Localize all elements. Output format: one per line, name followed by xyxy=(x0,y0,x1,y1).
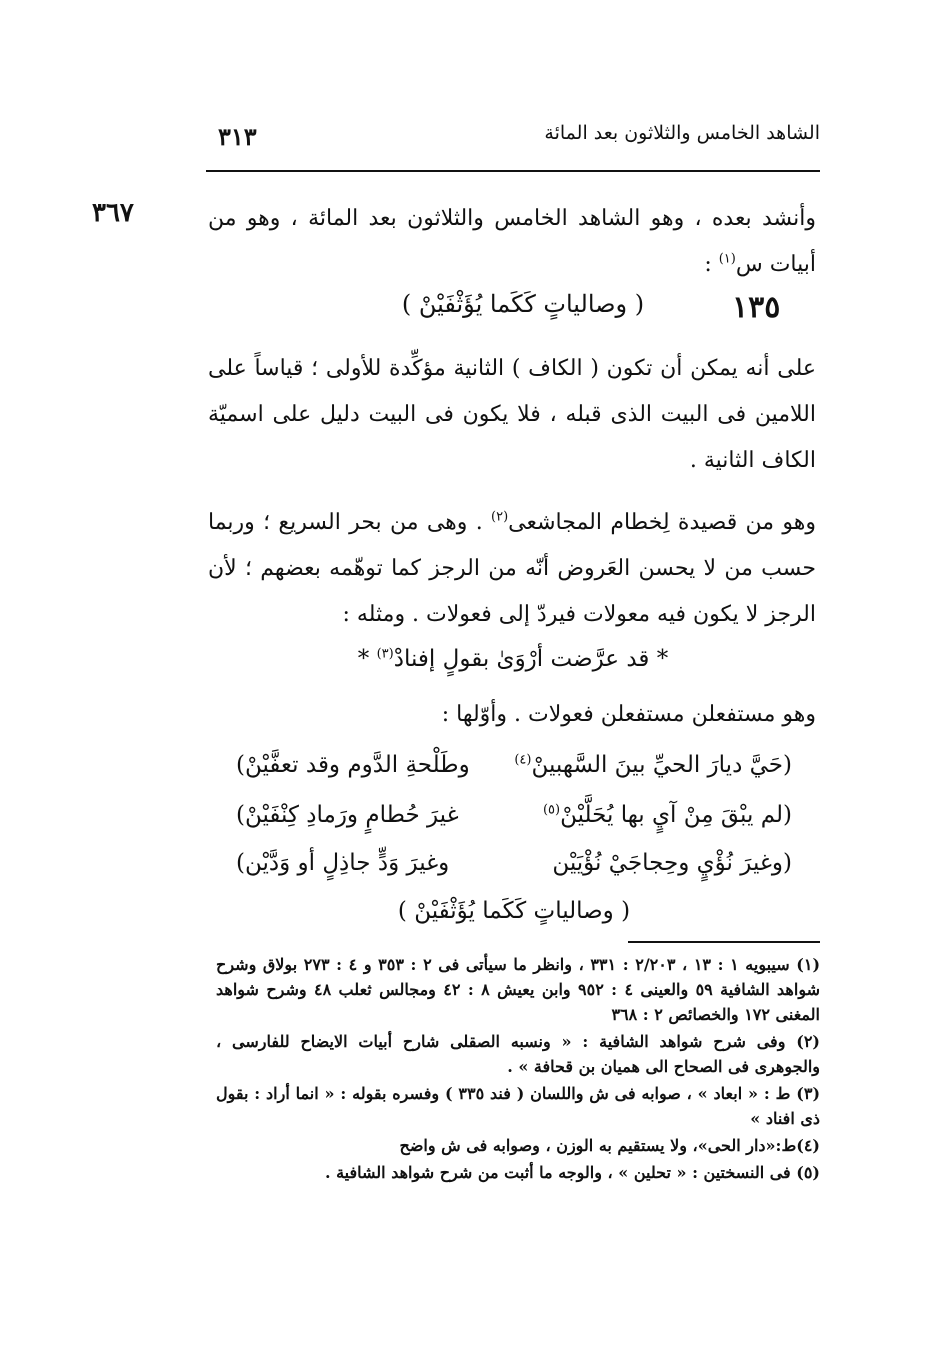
footnote-ref-4: (٤) xyxy=(514,752,532,768)
paragraph-meter-text: وهو من قصيدة لِخطام المجاشعى xyxy=(508,510,817,535)
footnote-ref-5: (٥) xyxy=(542,802,561,818)
footnote: (٥) فى النسختين : « تحلين » ، والوجه ما أثبت من شرح شواهد الشافية . xyxy=(324,1163,820,1182)
margin-entry-number: ٣٦٧ xyxy=(92,198,134,228)
first-hemistich xyxy=(543,802,792,828)
footnote-ref-3: (٣) xyxy=(376,646,394,662)
footnotes xyxy=(216,952,820,1187)
paragraph-meter xyxy=(208,500,816,638)
poem-verse xyxy=(236,752,792,796)
footnote-separator xyxy=(628,941,820,943)
footnote: (٣) ط : « ابعاد » ، صوابه فى ش واللسان ( فند ٣٣٥ ) وفسره بقوله : « انما أراد : بقول ذى افناد » xyxy=(216,1084,821,1128)
shahid-verse: ( وصالياتٍ كَكَما يُؤَثْفَيْنْ ) xyxy=(401,290,645,318)
footnote: (٢) وفى شرح شواهد الشافية : « ونسبه الصقلى شارح أبيات الايضاح للفارسى ، والجوهرى فى الصحاح الى هميان بن قحافة » . xyxy=(216,1032,820,1076)
poem-last-hemistich: ( وصالياتٍ كَكَما يُؤَثْفَيْنْ ) xyxy=(397,898,631,924)
poem-verse xyxy=(236,850,792,894)
page-number: ٣١٣ xyxy=(218,122,257,151)
hemistich-text: (حَيَّ ديارَ الحيِّ بينَ السَّهبينْ xyxy=(531,752,792,778)
paragraph-intro-end: : xyxy=(704,252,719,277)
paragraph-intro-text: وأنشد بعده ، وهو الشاهد الخامس والثلاثون بعد المائة ، وهو من أبيات س xyxy=(208,206,816,277)
verse-fragment-end: * xyxy=(357,646,377,672)
verse-fragment xyxy=(206,646,820,672)
footnote-ref-2: (٢) xyxy=(491,509,509,525)
footnote: (٤)ط:«دار الحى»، ولا يستقيم به الوزن ، وصوابه فى ش واضح xyxy=(399,1136,820,1155)
shahid-number: ١٣٥ xyxy=(732,290,781,325)
verse-fragment-text: * قد عرَّضت أرْوَىٰ بقولٍ إفنادْ xyxy=(393,646,669,672)
header-rule xyxy=(206,170,820,172)
footnote-ref-1: (١) xyxy=(718,251,736,267)
hemistich-text: (لم يبْقَ مِنْ آيٍ بها يُحَلَّيْنْ xyxy=(560,802,792,828)
second-hemistich: غيرَ حُطامٍ ورَمادِ كِنْفَيْنْ) xyxy=(236,802,459,828)
header-title: الشاهد الخامس والثلاثون بعد المائة xyxy=(544,122,820,144)
second-hemistich: وغيرَ وَدٍّ جاذِلٍ أو وَدَّيْن) xyxy=(236,850,450,876)
poem-verse xyxy=(236,802,792,846)
hemistich-text: (وغيرَ نُؤْيٍ وحِجاجَيْ نُؤْيَيْن xyxy=(552,850,792,876)
paragraph-intro xyxy=(208,196,816,288)
running-header xyxy=(206,118,820,158)
poem-intro-line: وهو مستفعلن مستفعلن فعولات . وأوّلها : xyxy=(441,702,816,727)
paragraph-commentary: على أنه يمكن أن تكون ( الكاف ) الثانية مؤكِّدة للأولى ؛ قياساً على اللامين فى البيت الذى قبله ، فلا يكون فى البيت دليل على اسميّة الكاف الثانية . xyxy=(208,356,816,473)
first-hemistich xyxy=(514,752,792,778)
footnote: (١) سيبويه ١ : ١٣ ، ٢/٢٠٣ : ٣٣١ ، وانظر ما سيأتى فى ٢ : ٣٥٣ و ٤ : ٢٧٣ بولاق وشرح شواهد الشافية ٥٩ والعينى ٤ : ٩٥٢ وابن يعيش ٨ : ٤٢ ومجالس ثعلب ٤٨ وشرح شواهد المغنى ١٧٢ والخصائص ٢ : ٣٦٨ xyxy=(216,955,821,1024)
first-hemistich xyxy=(552,850,792,876)
second-hemistich: وطَلْحةِ الدَّوم وقد تعفَّيْنْ) xyxy=(236,752,470,778)
paragraph-meter-rest: . وهى من بحر السريع ؛ وربما حسب من لا يحسن العَروض أنّه من الرجز كما توهّمه بعضهم ؛ لأن الرجز لا يكون فيه معولات فيردّ إلى فعولات . ومثله : xyxy=(208,510,816,627)
